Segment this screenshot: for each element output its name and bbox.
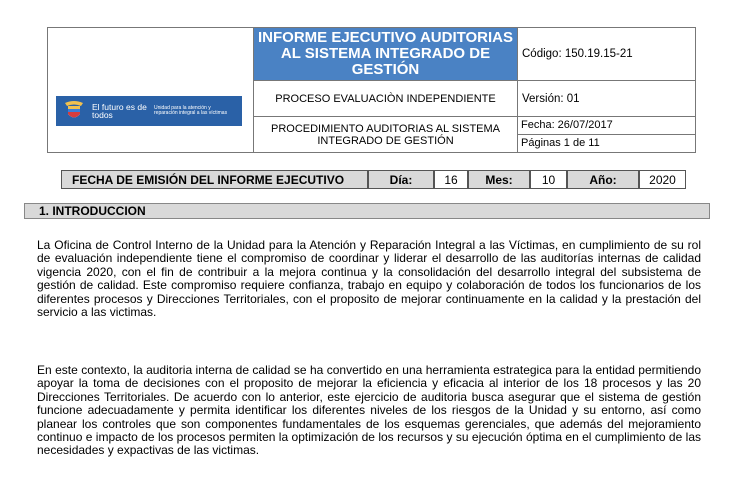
document-version: Versión: 01	[518, 81, 696, 117]
year-label: Año:	[567, 170, 639, 189]
day-value: 16	[434, 170, 468, 189]
document-header	[47, 27, 696, 153]
year-value: 2020	[639, 170, 686, 189]
logo-tagline: El futuro es de todos	[92, 102, 147, 120]
intro-paragraph-1: La Oficina de Control Interno de la Unidad para la Atención y Reparación Integral a las Víctimas, en cumplimiento de su rol de evaluación independiente tiene el compromiso de coordinar y liderar el desarrollo de las auditorías internas de calidad vigencia 2020, con el fin de contribuir a la mejora continua y la consolidación del desarrollo integral del subsistema de gestión de calidad. Este compromiso requiere confianza, trabajo en equipo y colaboración de todos los funcionarios de los diferentes procesos y Direcciones Territoriales, con el proposito de mejorar continuamente en la calidad y la prestación del servicio a las victimas.	[37, 238, 701, 320]
section-heading: 1. INTRODUCCION	[24, 203, 710, 219]
logo-cell	[48, 28, 254, 153]
procedure-name: PROCEDIMIENTO AUDITORIAS AL SISTEMA INTEGRADO DE GESTIÓN	[254, 117, 518, 153]
day-label: Día:	[368, 170, 434, 189]
entity-logo	[56, 96, 242, 126]
intro-paragraph-2: En este contexto, la auditoria interna de calidad se ha convertido en una herramienta estrategica para la entidad permitiendo apoyar la toma de decisiones con el proposito de mejorar la eficiencia y eficacia al interior de los 18 procesos y las 20 Direcciones Territoriales. De acuerdo con lo anterior, este ejercicio de auditoria busca asegurar que el sistema de gestión funcione adecuadamente y permita identificar los diferentes niveles de los riesgos de la Unidad y su entorno, así como planear los controles que son componentes fundamentales de los esquemas gerenciales, que además del mejoramiento continuo e impacto de los procesos permiten la optimización de los recursos y su ejecución óptima en el cumplimiento de las necesidades y expactivas de las victimas.	[37, 363, 701, 458]
coat-of-arms-icon	[62, 100, 86, 122]
month-label: Mes:	[468, 170, 530, 189]
document-date: Fecha: 26/07/2017	[518, 117, 696, 135]
logo-entity-name: Unidad para la atención y reparación integral a las víctimas	[154, 104, 228, 116]
emission-date-label: FECHA DE EMISIÓN DEL INFORME EJECUTIVO	[61, 170, 368, 189]
page-count: Páginas 1 de 11	[518, 135, 696, 153]
process-name: PROCESO EVALUACIÒN INDEPENDIENTE	[254, 81, 518, 117]
document-code: Código: 150.19.15-21	[518, 28, 696, 81]
emission-date-row	[61, 170, 686, 189]
document-title: INFORME EJECUTIVO AUDITORIAS AL SISTEMA INTEGRADO DE GESTIÓN	[254, 28, 518, 81]
month-value: 10	[530, 170, 567, 189]
